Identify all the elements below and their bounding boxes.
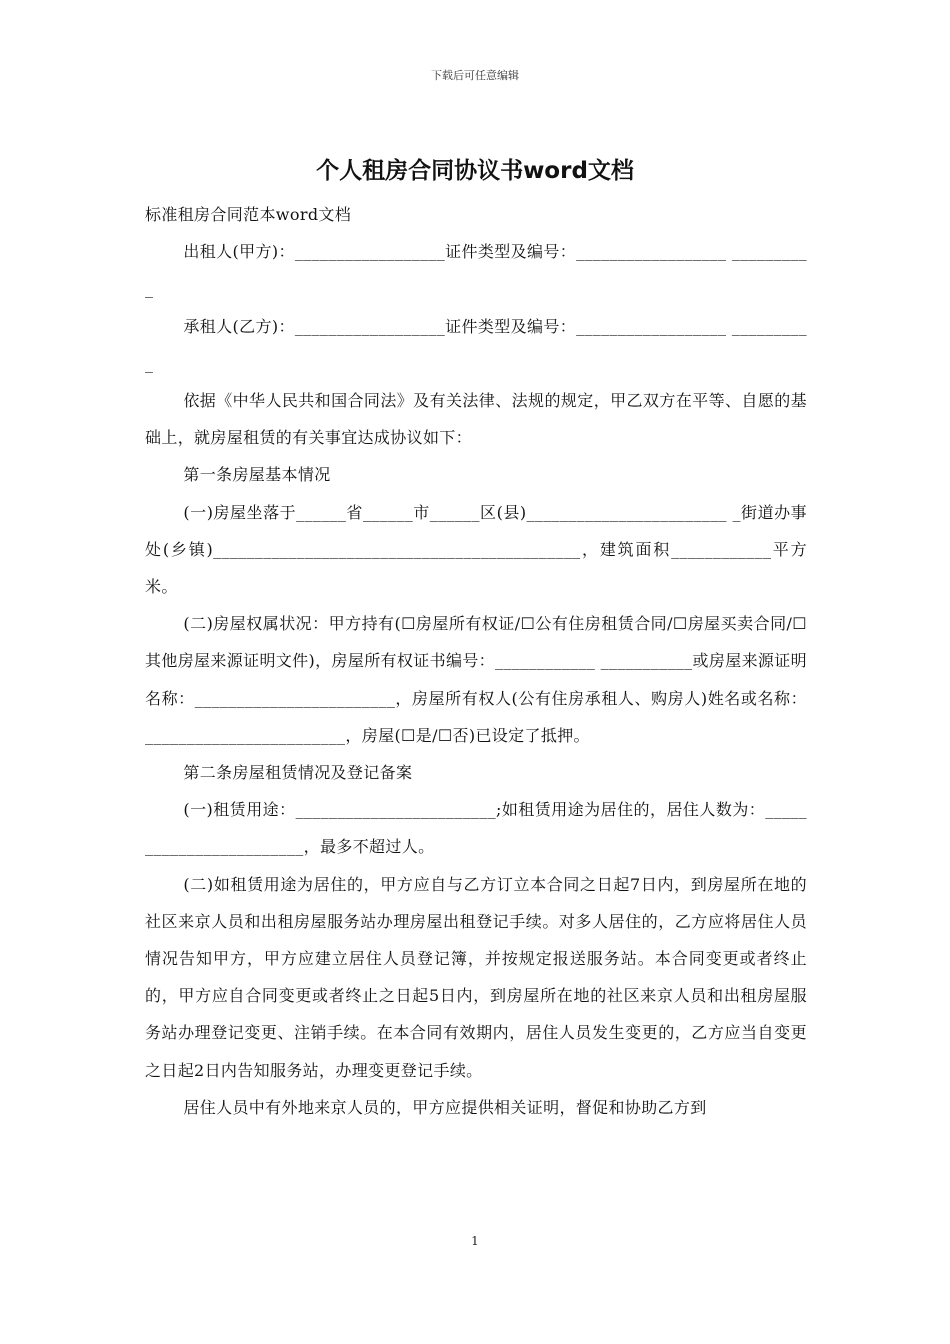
document-body	[145, 196, 807, 1126]
page-number: 1	[471, 1234, 479, 1248]
article-2-continued: 居住人员中有外地来京人员的，甲方应提供相关证明，督促和协助乙方到	[183, 1097, 707, 1117]
article-2-item-1: (一)租赁用途：________________________;如租赁用途为居住的，居住人数为：________________________，最多不超过人。	[145, 800, 807, 857]
document-subtitle: 标准租房合同范本word文档	[145, 205, 352, 224]
article-1-item-2: (二)房屋权属状况：甲方持有(☐房屋所有权证/☐公有住房租赁合同/☐房屋买卖合同/☐其他房屋来源证明文件)，房屋所有权证书编号：____________ ___________或房屋来源证明名称：________________________，房屋所有权人(公有住房承租人、购房人)姓名或名称：________________________，房屋(☐是/☐否)已设定了抵押。	[145, 614, 807, 745]
document-title: 个人租房合同协议书word文档	[316, 158, 634, 184]
article-2-item-2: (二)如租赁用途为居住的，甲方应自与乙方订立本合同之日起7日内，到房屋所在地的社区来京人员和出租房屋服务站办理房屋出租登记手续。对多人居住的，乙方应将居住人员情况告知甲方，甲方应建立居住人员登记簿，并按规定报送服务站。本合同变更或者终止的，甲方应自合同变更或者终止之日起5日内，到房屋所在地的社区来京人员和出租房屋服务站办理登记变更、注销手续。在本合同有效期内，居住人员发生变更的，乙方应当自变更之日起2日内告知服务站，办理变更登记手续。	[145, 874, 807, 1080]
article-2-heading: 第二条房屋租赁情况及登记备案	[183, 763, 413, 783]
lessor-line: 出租人(甲方)：__________________证件类型及编号：__________________ __________	[145, 242, 807, 299]
article-1-heading: 第一条房屋基本情况	[183, 465, 331, 485]
page-header-note: 下载后可任意编辑	[431, 69, 519, 82]
lessee-line: 承租人(乙方)：__________________证件类型及编号：__________________ __________	[145, 316, 807, 373]
preamble-paragraph: 依据《中华人民共和国合同法》及有关法律、法规的规定，甲乙双方在平等、自愿的基础上，就房屋租赁的有关事宜达成协议如下：	[145, 391, 807, 448]
article-1-item-1: (一)房屋坐落于______省______市______区(县)________________________ _街道办事处(乡镇)____________________________________________，建筑面积____________平方米。	[145, 502, 807, 597]
